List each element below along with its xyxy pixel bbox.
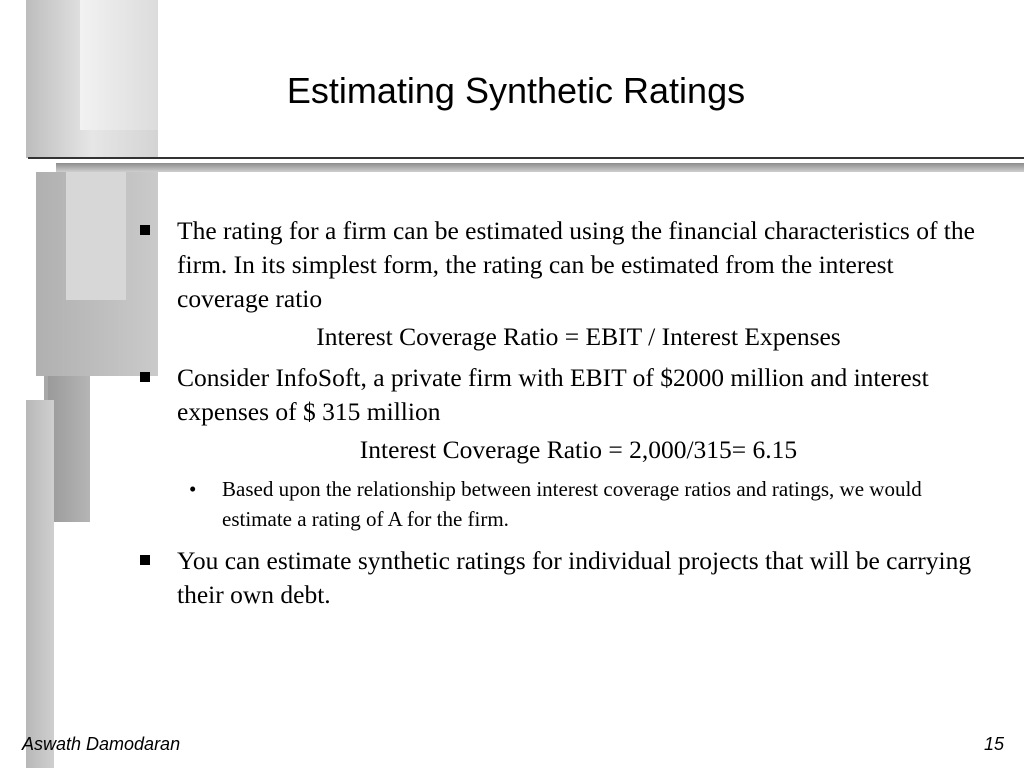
square-bullet-icon (140, 555, 150, 565)
slide-title: Estimating Synthetic Ratings (286, 70, 746, 111)
decorative-bar-long (26, 400, 54, 768)
formula-line: Interest Coverage Ratio = 2,000/315= 6.15 (359, 435, 798, 464)
title-divider-bar (56, 163, 1024, 172)
bullet-item (140, 361, 980, 429)
footer-author: Aswath Damodaran (22, 734, 181, 754)
decorative-bar-white (80, 0, 158, 130)
square-bullet-icon (140, 225, 150, 235)
page-number: 15 (984, 734, 1005, 754)
bullet-text: You can estimate synthetic ratings for individual projects that will be carrying their own debt. (177, 546, 972, 609)
slide-body (140, 214, 980, 612)
sub-bullet-item (140, 474, 980, 534)
dot-bullet-icon: • (189, 477, 197, 501)
square-bullet-icon (140, 372, 150, 382)
decorative-bar-dark-2 (48, 376, 90, 522)
title-divider-line (28, 157, 1024, 159)
decorative-bar-highlight (66, 172, 126, 300)
bullet-item (140, 214, 980, 316)
sub-bullet-text: Based upon the relationship between interest coverage ratios and ratings, we would estimate a rating of A for the firm. (222, 477, 922, 531)
bullet-item (140, 544, 980, 612)
formula-line: Interest Coverage Ratio = EBIT / Interest Expenses (316, 322, 841, 351)
bullet-text: Consider InfoSoft, a private firm with EBIT of $2000 million and interest expenses of $ 315 million (177, 363, 929, 426)
bullet-text: The rating for a firm can be estimated using the financial characteristics of the firm. In its simplest form, the rating can be estimated from the interest coverage ratio (177, 216, 975, 313)
